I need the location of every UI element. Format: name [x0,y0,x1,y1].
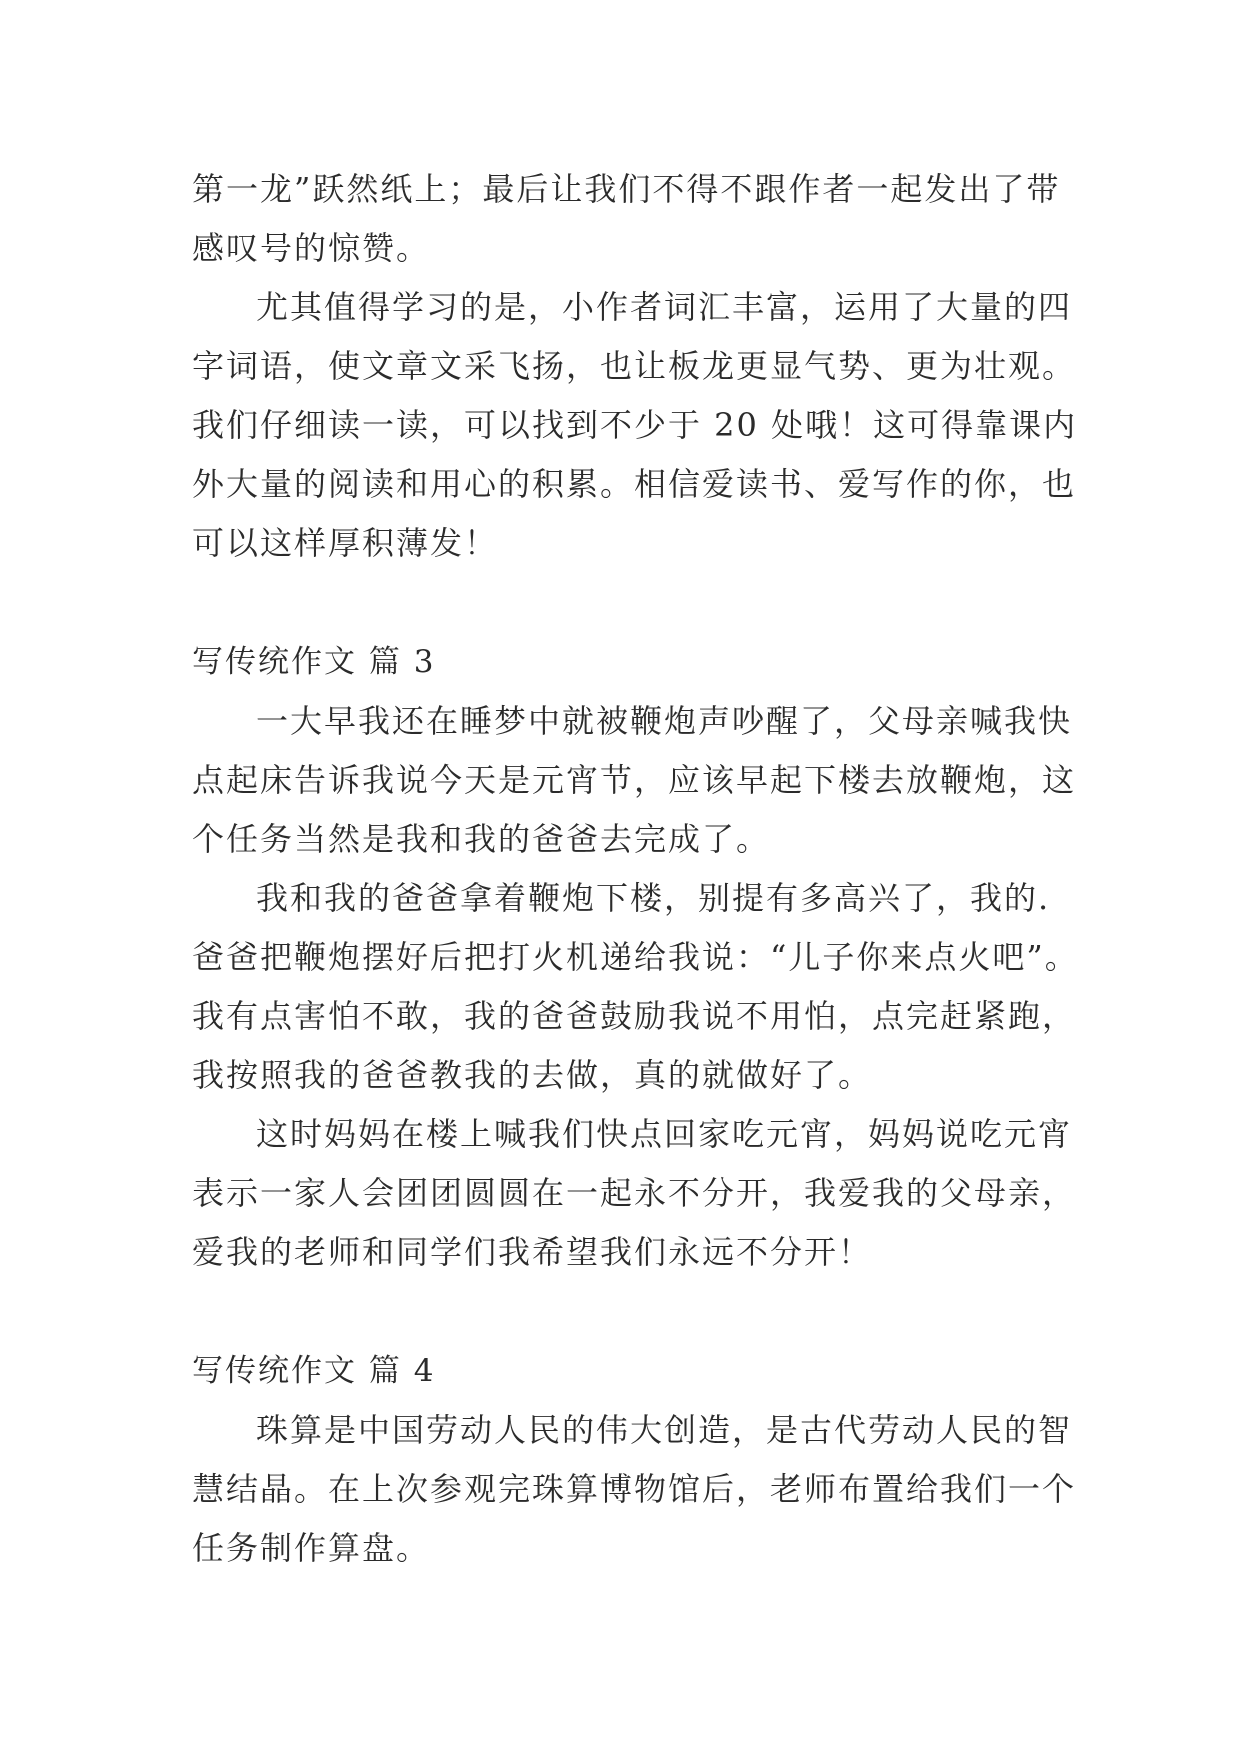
text-line: 一大早我还在睡梦中就被鞭炮声吵醒了，父母亲喊我快 [256,702,1073,740]
section-heading: 写传统作文 篇 3 [192,644,436,680]
paragraph [192,1105,1077,1282]
text-line: 尤其值得学习的是，小作者词汇丰富，运用了大量的四 [256,288,1073,326]
text-line: 感叹号的惊赞。 [192,229,431,267]
section-spacer [192,1282,1072,1342]
text-line: 爸爸把鞭炮摆好后把打火机递给我说：“儿子你来点火吧”。 [192,938,1079,976]
paragraph [192,278,1078,573]
paragraph [192,869,1079,1105]
text-line: 我按照我的爸爸教我的去做，真的就做好了。 [192,1056,873,1094]
section-spacer [192,573,1072,633]
text-line: 我有点害怕不敢，我的爸爸鼓励我说不用怕，点完赶紧跑， [192,997,1077,1035]
document-body [192,160,1079,1578]
paragraph [192,160,1072,278]
text-line: 字词语，使文章文采飞扬，也让板龙更显气势、更为壮观。 [192,347,1077,385]
text-line: 爱我的老师和同学们我希望我们永远不分开！ [192,1233,873,1271]
paragraph [192,1401,1077,1578]
text-line: 这时妈妈在楼上喊我们快点回家吃元宵，妈妈说吃元宵 [256,1115,1073,1153]
text-line: 我们仔细读一读，可以找到不少于 20 处哦！这可得靠课内 [192,406,1078,444]
text-line: 可以这样厚积薄发！ [192,524,499,562]
text-line: 外大量的阅读和用心的积累。相信爱读书、爱写作的你，也 [192,465,1077,503]
text-line: 珠算是中国劳动人民的伟大创造，是古代劳动人民的智 [256,1411,1073,1449]
text-line: 点起床告诉我说今天是元宵节，应该早起下楼去放鞭炮，这 [192,761,1077,799]
text-line: 慧结晶。在上次参观完珠算博物馆后，老师布置给我们一个 [192,1470,1077,1508]
text-line: 第一龙”跃然纸上；最后让我们不得不跟作者一起发出了带 [192,170,1061,208]
text-line: 任务制作算盘。 [192,1529,431,1567]
text-line: 个任务当然是我和我的爸爸去完成了。 [192,820,771,858]
paragraph [192,692,1077,869]
text-line: 表示一家人会团团圆圆在一起永不分开，我爱我的父母亲， [192,1174,1077,1212]
text-line: 我和我的爸爸拿着鞭炮下楼，别提有多高兴了，我的. [256,879,1051,917]
section-heading: 写传统作文 篇 4 [192,1353,436,1389]
